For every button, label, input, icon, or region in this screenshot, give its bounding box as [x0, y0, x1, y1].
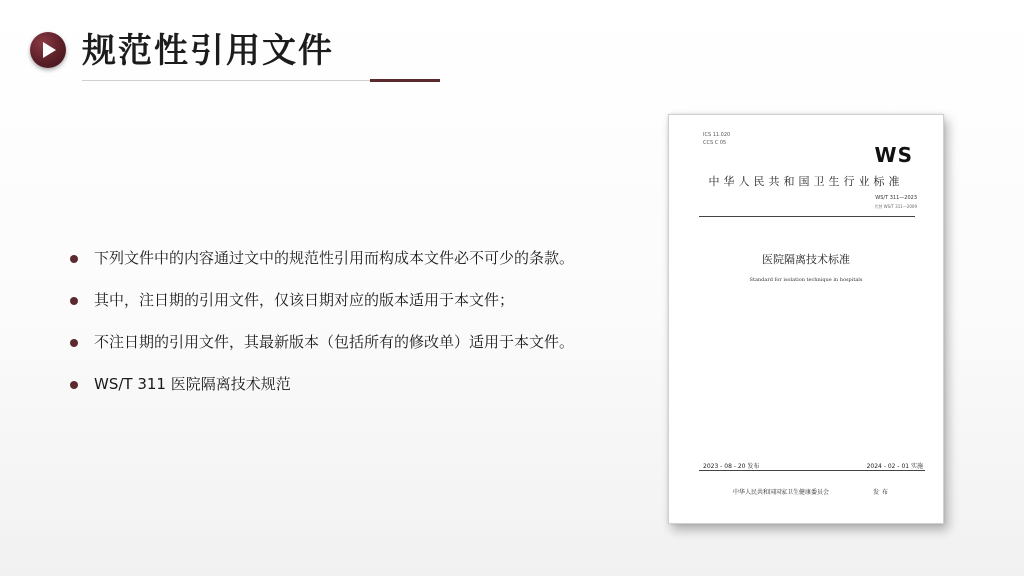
- bullet-text: WS/T 311 医院隔离技术规范: [94, 375, 291, 393]
- doc-classification: [703, 131, 730, 147]
- bullet-text: 其中，注日期的引用文件，仅该日期对应的版本适用于本文件；: [94, 291, 515, 309]
- bullet-dot-icon: [70, 339, 78, 347]
- bullet-text: 不注日期的引用文件，其最新版本（包括所有的修改单）适用于本文件。: [94, 333, 575, 351]
- doc-publish-date: 2023 - 08 - 20 发布: [703, 463, 760, 470]
- doc-issuer: 中华人民共和国国家卫生健康委员会: [733, 489, 830, 496]
- standard-document-cover: [668, 114, 944, 524]
- bullet-dot-icon: [70, 255, 78, 263]
- doc-code: WS/T 311—2023: [875, 195, 917, 201]
- doc-title-en: Standard for isolation technique in hospitals: [749, 277, 863, 283]
- bullet-dot-icon: [70, 297, 78, 305]
- play-icon: [30, 32, 66, 68]
- doc-replaces: 代替 WS/T 311—2009: [874, 204, 917, 209]
- doc-ccs-line: CCS C 05: [703, 140, 727, 146]
- bullet-text: 下列文件中的内容通过文中的规范性引用而构成本文件必不可少的条款。: [94, 249, 575, 267]
- doc-title-cn: 医院隔离技术标准: [762, 253, 850, 266]
- bullet-item: [70, 328, 660, 370]
- doc-issue-label: 发布: [873, 489, 892, 496]
- page-title: 规范性引用文件: [82, 31, 334, 71]
- doc-standard-org: 中华人民共和国卫生行业标准: [708, 175, 904, 188]
- bullet-item: [70, 286, 660, 328]
- doc-bottom-rule: [699, 470, 925, 471]
- bullet-item: [70, 370, 660, 412]
- title-underline: [82, 80, 372, 81]
- bullet-item: [70, 244, 660, 286]
- play-triangle: [41, 41, 57, 59]
- doc-top-rule: [699, 216, 915, 217]
- doc-effective-date: 2024 - 02 - 01 实施: [866, 463, 923, 470]
- ws-logo: WS: [874, 143, 913, 167]
- bullet-dot-icon: [70, 381, 78, 389]
- bullet-list: [70, 244, 660, 412]
- doc-ics-line: ICS 11.020: [703, 132, 731, 138]
- title-accent-bar: [370, 79, 440, 82]
